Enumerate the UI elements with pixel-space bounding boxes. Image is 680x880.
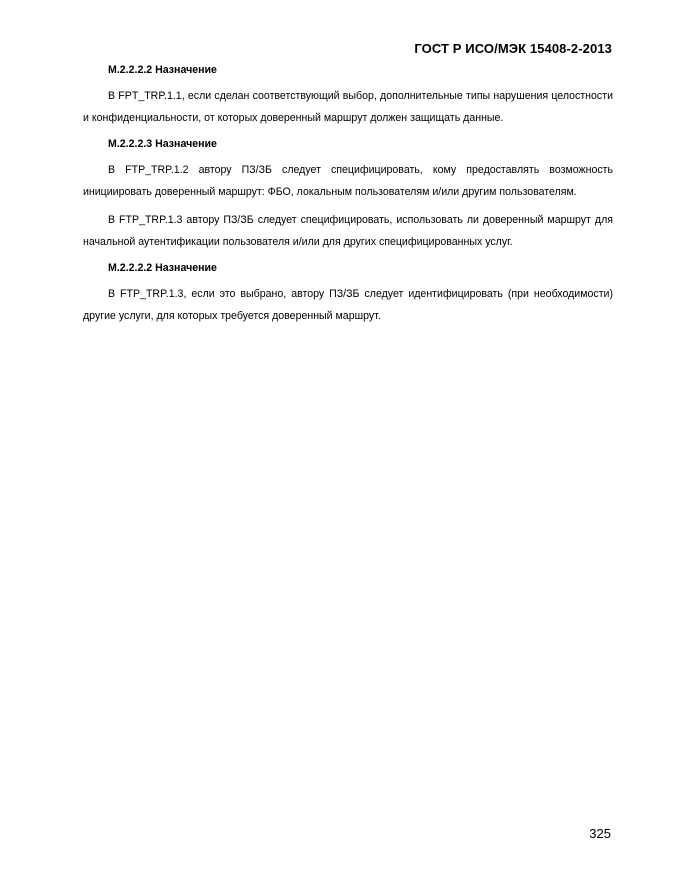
document-body: [83, 62, 613, 334]
paragraph: В FTP_TRP.1.3 автору ПЗ/ЗБ следует специфицировать, использовать ли доверенный маршрут для начальной аутентификации пользователя и/или для других специфицированных услуг.: [83, 214, 613, 248]
section-heading: M.2.2.2.3 Назначение: [108, 138, 217, 150]
section-m-2-2-2-2: [83, 62, 613, 129]
section-m-2-2-2-2-repeat: [83, 260, 613, 327]
section-heading: M.2.2.2.2 Назначение: [108, 64, 217, 76]
section-m-2-2-2-3: [83, 136, 613, 253]
paragraph: В FTP_TRP.1.3, если это выбрано, автору ПЗ/ЗБ следует идентифицировать (при необходимости) другие услуги, для которых требуется доверенный маршрут.: [83, 288, 613, 322]
page-number: 325: [589, 826, 611, 841]
document-standard-id: ГОСТ Р ИСО/МЭК 15408-2-2013: [414, 41, 612, 56]
section-heading: M.2.2.2.2 Назначение: [108, 262, 217, 274]
paragraph: В FTP_TRP.1.2 автору ПЗ/ЗБ следует специфицировать, кому предоставлять возможность инициировать доверенный маршрут: ФБО, локальным пользователям и/или другим пользователям.: [83, 164, 613, 198]
paragraph: В FPT_TRP.1.1, если сделан соответствующий выбор, дополнительные типы нарушения целостности и конфиденциальности, от которых доверенный маршрут должен защищать данные.: [83, 90, 613, 124]
